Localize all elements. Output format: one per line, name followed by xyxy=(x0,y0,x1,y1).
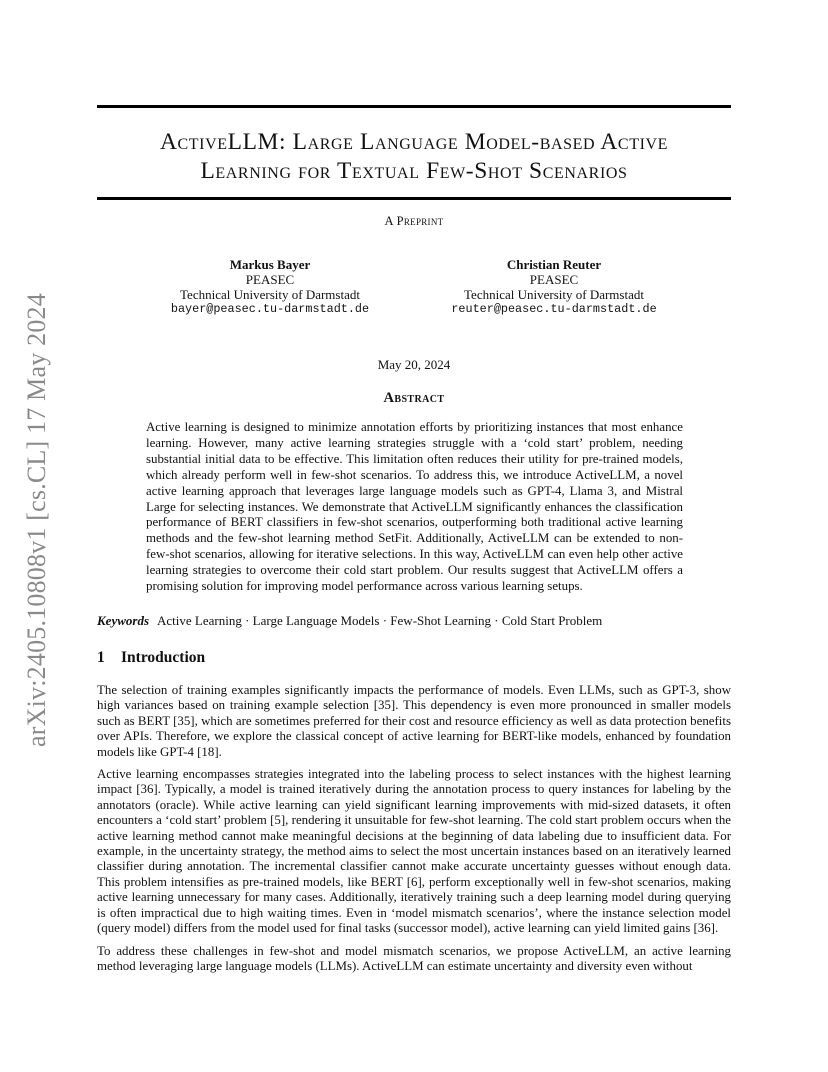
keywords-label: Keywords xyxy=(97,613,149,628)
author-block xyxy=(424,257,684,317)
section-number: 1 xyxy=(97,649,105,666)
preprint-label: A Preprint xyxy=(384,214,444,228)
author-institution: Technical University of Darmstadt xyxy=(180,287,360,302)
author-email[interactable]: reuter@peasec.tu-darmstadt.de xyxy=(451,302,657,316)
author-email[interactable]: bayer@peasec.tu-darmstadt.de xyxy=(170,302,370,316)
paper-date: May 20, 2024 xyxy=(377,357,451,372)
author-block xyxy=(140,257,400,317)
paper-title xyxy=(97,128,731,186)
title-rule-bottom xyxy=(97,197,731,200)
author-name: Christian Reuter xyxy=(506,257,602,272)
section-heading xyxy=(97,649,205,667)
section-title: Introduction xyxy=(121,649,206,666)
keywords xyxy=(97,613,731,629)
keywords-text: Active Learning · Large Language Models · Few-Shot Learning · Cold Start Problem xyxy=(157,613,603,628)
author-institution: Technical University of Darmstadt xyxy=(464,287,644,302)
author-affiliation: PEASEC xyxy=(245,272,295,287)
title-line-1: ActiveLLM: Large Language Model-based Active xyxy=(159,129,669,155)
paragraph: Active learning encompasses strategies integrated into the labeling process to select instances with the highest learning impact [36]. Typically, a model is trained iteratively during the annotation process to query instances for labeling by the annotators (oracle). While active learning can yield significant learning improvements with mid-sized datasets, it often encounters a ‘cold start’ problem [5], rendering it unsuitable for few-shot learning. The cold start problem occurs when the active learning method cannot make meaningful decisions at the beginning of data labeling due to insufficient data. For example, in the uncertainty strategy, the method aims to select the most uncertain instances based on an iteratively learned classifier during annotation. The incremental classifier cannot make accurate uncertainty guesses without enough data. This problem intensifies as pre-trained models, like BERT [6], perform exceptionally well in few-shot scenarios, making active learning unnecessary for many cases. Additionally, iteratively training such a deep learning model during querying is often impractical due to high waiting times. Even in ‘model mismatch scenarios’, where the instance selection model (query model) differs from the model used for final tasks (successor model), active learning can yield limited gains [36]. xyxy=(97,767,731,936)
paragraph: The selection of training examples significantly impacts the performance of models. Even LLMs, such as GPT-3, show high variances based on training example selection [35]. This dependency is even more pronounced in smaller models such as BERT [35], which are sometimes preferred for their cost and resource efficiency as well as data protection benefits over APIs. Therefore, we explore the classical concept of active learning for BERT-like models, enhanced by foundation models like GPT-4 [18]. xyxy=(97,683,731,759)
arxiv-sidebar xyxy=(22,280,52,760)
body-text xyxy=(97,683,731,981)
author-affiliation: PEASEC xyxy=(529,272,579,287)
paragraph: To address these challenges in few-shot and model mismatch scenarios, we propose ActiveLLM, an active learning method leveraging large language models (LLMs). ActiveLLM can estimate uncertainty and diversity even without xyxy=(97,943,731,973)
abstract-text: Active learning is designed to minimize annotation efforts by prioritizing instances that most enhance learning. However, many active learning strategies struggle with a ‘cold start’ problem, needing substantial initial data to be effective. This limitation often reduces their utility for pre-trained models, which already perform well in few-shot scenarios. To address this, we introduce ActiveLLM, a novel active learning approach that leverages large language models such as GPT-4, Llama 3, and Mistral Large for selecting instances. We demonstrate that ActiveLLM significantly enhances the classification performance of BERT classifiers in few-shot scenarios, outperforming both traditional active learning methods and the few-shot learning method SetFit. Additionally, ActiveLLM can be extended to non-few-shot scenarios, allowing for iterative selections. In this way, ActiveLLM can even help other active learning strategies to overcome their cold start problem. Our results suggest that ActiveLLM offers a promising solution for improving model performance across various learning setups. xyxy=(146,420,683,594)
author-name: Markus Bayer xyxy=(229,257,311,272)
title-line-2: Learning for Textual Few-Shot Scenarios xyxy=(200,158,628,184)
abstract-heading: Abstract xyxy=(383,390,445,406)
arxiv-id: arXiv:2405.10808v1 [cs.CL] 17 May 2024 xyxy=(22,293,51,747)
title-rule-top xyxy=(97,105,731,108)
